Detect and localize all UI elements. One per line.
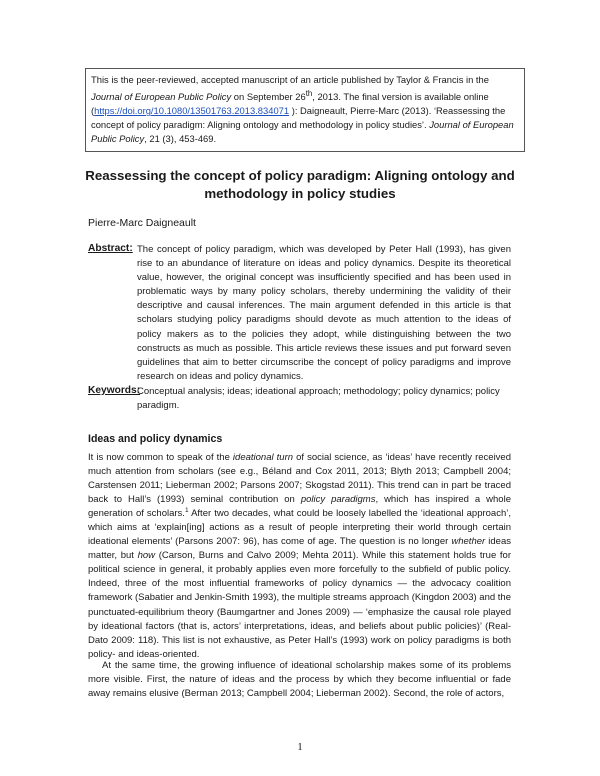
notice-text: on September 26 xyxy=(231,91,306,103)
journal-name: Journal of European Public Policy xyxy=(91,119,514,145)
body-paragraph: At the same time, the growing influence of ideational scholarship makes some of its problems more visible. First, the nature of ideas and the process by which they become influential or fade away remains elusive (Berman 2013; Campbell 2004; Lieberman 2002). Second, the role of actors, xyxy=(88,660,511,700)
date-superscript: th xyxy=(305,89,313,98)
keywords-text: Conceptual analysis; ideas; ideational approach; methodology; policy dynamics; policy paradigm. xyxy=(137,386,500,412)
journal-name: Journal of European Public Policy xyxy=(91,91,232,103)
emphasis: how xyxy=(137,550,156,562)
doi-link[interactable]: https://doi.org/10.1080/13501763.2013.834071 xyxy=(94,105,290,117)
notice-text: , 2013. The final version is available online ( xyxy=(91,91,489,117)
notice-text: ): Daigneault, Pierre-Marc (2013). ‘Reassessing the concept of policy paradigm: Aligning ontology and methodology in policy studies’. xyxy=(91,105,506,131)
section-heading: Ideas and policy dynamics xyxy=(88,433,223,445)
text-run: , which has inspired a whole generation of scholars. xyxy=(88,494,511,520)
author-name: Pierre-Marc Daigneault xyxy=(88,217,196,229)
abstract-text: The concept of policy paradigm, which was developed by Peter Hall (1993), has given rise to an abundance of literature on ideas and policy dynamics. Despite its theoretical value, however, the original concept was insufficiently specified and has been used in problematic ways by many policy scholars, thereby undermining the validity of their descriptive and causal inferences. The main argument defended in this article is that scholars studying policy paradigms should devote as much attention to the ideas of policy makers as to the policies they adopt, while distinguishing between the two constructs as much as possible. This article reviews these issues and put forward seven guidelines that aim to better circumscribe the concept of policy paradigms and improve research on ideas and policy dynamics. xyxy=(137,244,511,382)
abstract-label: Abstract: xyxy=(88,243,133,254)
footnote-marker[interactable]: 1 xyxy=(184,507,189,515)
notice-text: , 21 (3), 453-469. xyxy=(144,133,217,145)
text-run: of social science, as ‘ideas’ have recently received much attention from scholars (see e.g., Béland and Cox 2011, 2013; Blyth 2013; Campbell 2004; Carstensen 2011; Lieberman 2002; Parsons 2007; Skogstad 2011). This trend can in part be traced back to Hall’s (1993) seminal contribution on xyxy=(88,452,511,506)
emphasis: ideational turn xyxy=(232,452,294,463)
keywords-label: Keywords: xyxy=(88,385,141,396)
body-paragraph xyxy=(88,451,511,662)
publication-notice xyxy=(85,68,525,152)
text-run: ideas matter, but xyxy=(88,536,511,562)
emphasis: whether xyxy=(451,536,486,548)
notice-text: This is the peer-reviewed, accepted manuscript of an article published by Taylor & Francis in the xyxy=(91,74,489,85)
text-run: It is now common to speak of the xyxy=(88,452,233,463)
text-run: After two decades, what could be loosely labelled the ‘ideational approach’, which aims at ‘explain[ing] actions as a result of people interpreting their world through certain ideational elements’ (Parsons 2007: 96), has come of age. The question is no longer xyxy=(88,508,511,548)
paper-title: Reassessing the concept of policy paradigm: Aligning ontology and methodology in policy studies xyxy=(85,168,515,201)
emphasis: policy paradigms xyxy=(300,494,376,506)
text-run: (Carson, Burns and Calvo 2009; Mehta 2011). While this statement holds true for political science in general, it probably applies even more forcefully to the subfield of public policy. Indeed, three of the most influential frameworks of policy dynamics — the advocacy coalition framework (Sabatier and Jenkin-Smith 1993), the multiple streams approach (Kingdon 2003) and the punctuated-equilibrium theory (Baumgartner and Jones 2009) — ‘emphasize the causal role played by ideational factors (that is, actors’ interpretations, ideas, and beliefs about public policies)’ (Real-Dato 2009: 118). This list is not exhaustive, as Peter Hall’s (1993) work on policy paradigms is both policy- and ideas-oriented. xyxy=(88,550,511,660)
page-number: 1 xyxy=(297,741,303,753)
